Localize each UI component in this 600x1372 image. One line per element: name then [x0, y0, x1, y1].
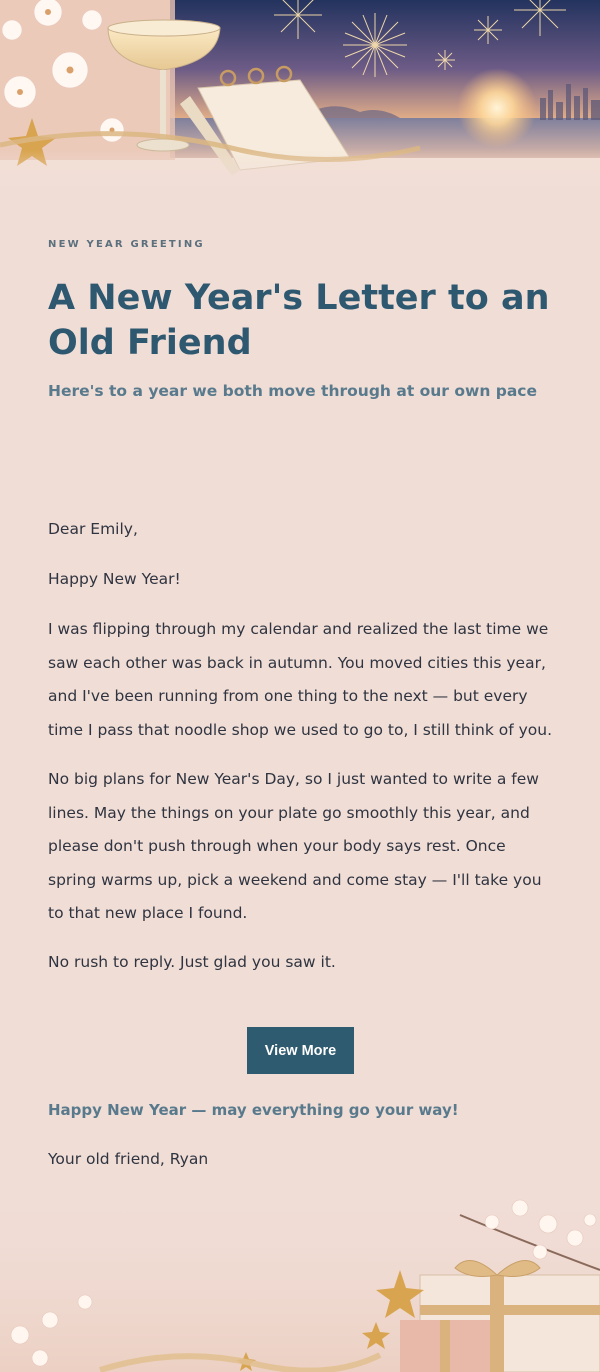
email-title: A New Year's Letter to an Old Friend: [48, 278, 550, 363]
eyebrow-label: NEW YEAR GREETING: [48, 239, 205, 250]
letter-paragraph-3: No rush to reply. Just glad you saw it.: [48, 953, 336, 971]
letter-happy-new-year: Happy New Year!: [48, 570, 181, 588]
letter-greeting: Dear Emily,: [48, 520, 138, 538]
letter-paragraph-1: I was flipping through my calendar and realized the last time we saw each other was back in autumn. You moved cities this year, and I've been running from one thing to the next — but every time I pass that noodle shop we used to go to, I still think of you.: [48, 620, 553, 739]
view-more-button[interactable]: View More: [247, 1027, 354, 1074]
hero-illustration: [0, 0, 600, 195]
letter-paragraph-2: No big plans for New Year's Day, so I just wanted to write a few lines. May the things on your plate go smoothly this year, and please don't push through when your body says rest. Once spring warms up, pick a weekend and come stay — I'll take you to that new place I found.: [48, 770, 542, 922]
footer-illustration: [0, 1180, 600, 1372]
email-subtitle: Here's to a year we both move through at our own pace: [48, 382, 537, 400]
signoff: Your old friend, Ryan: [48, 1150, 209, 1168]
closing-wish: Happy New Year — may everything go your way!: [48, 1101, 459, 1119]
